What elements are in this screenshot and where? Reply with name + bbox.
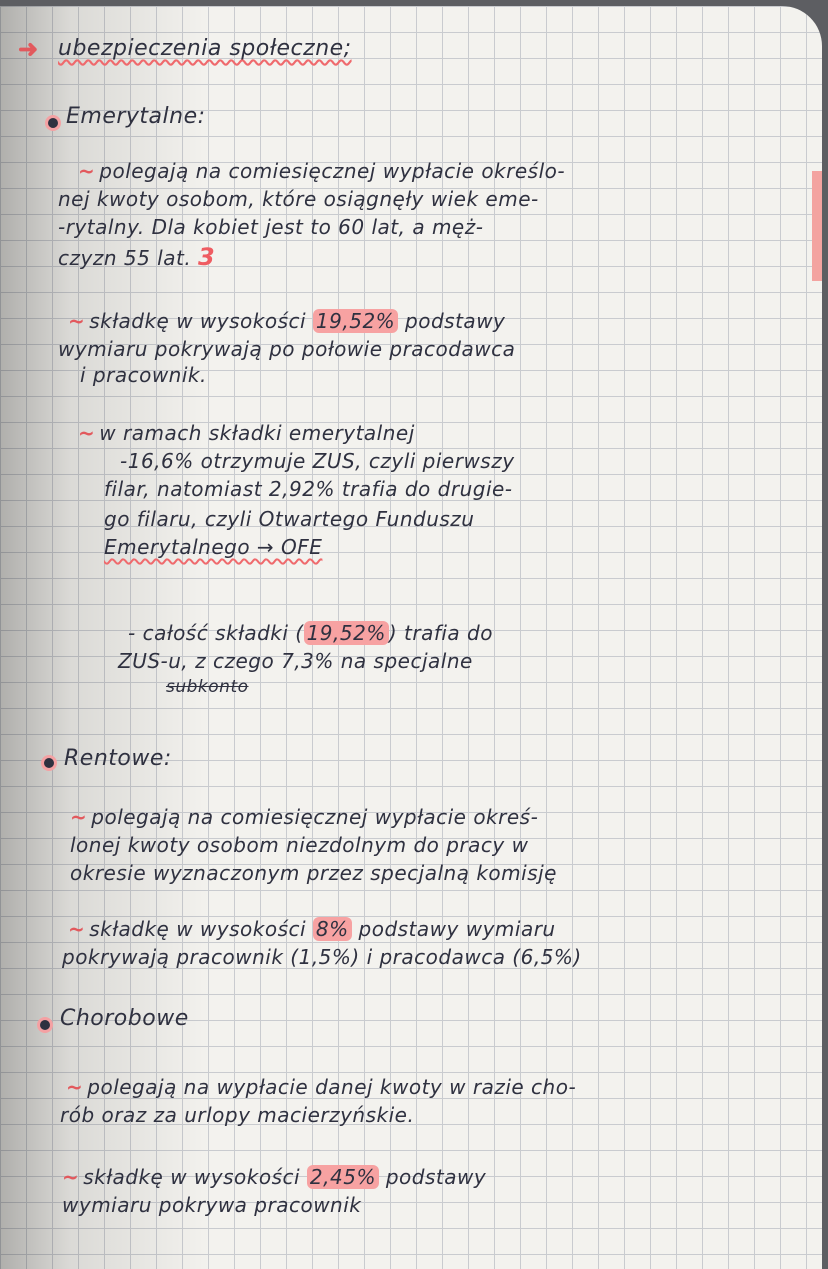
- note-line: wymiaru pokrywa pracownik: [62, 1193, 362, 1217]
- note-line: Emerytalnego → OFE: [104, 535, 323, 559]
- page-tab-marker: [812, 171, 822, 281]
- note-line: czyzn 55 lat. 3: [58, 243, 216, 271]
- note-line: -rytalny. Dla kobiet jest to 60 lat, a męż-: [58, 215, 484, 239]
- note-line: ZUS-u, z czego 7,3% na specjalne: [118, 649, 473, 673]
- note-line: ~ polegają na wypłacie danej kwoty w razie cho-: [66, 1075, 577, 1099]
- tilde-marker-icon: ~: [70, 805, 88, 829]
- section-heading-emerytalne: Emerytalne:: [66, 104, 206, 129]
- tilde-marker-icon: ~: [78, 159, 96, 183]
- highlighted-percentage: 19,52%: [313, 309, 398, 333]
- note-line: ~ składkę w wysokości 2,45% podstawy: [62, 1165, 487, 1189]
- tilde-marker-icon: ~: [68, 917, 86, 941]
- bullet-icon: [44, 758, 54, 768]
- note-line: ~ w ramach składki emerytalnej: [78, 421, 415, 445]
- tilde-marker-icon: ~: [66, 1075, 84, 1099]
- bullet-icon: [40, 1020, 50, 1030]
- note-line: okresie wyznaczonym przez specjalną komisję: [70, 861, 557, 885]
- note-line: rób oraz za urlopy macierzyńskie.: [60, 1103, 415, 1127]
- note-line: pokrywają pracownik (1,5%) i pracodawca (6,5%): [62, 945, 582, 969]
- note-line: ~ polegają na comiesięcznej wypłacie określo-: [78, 159, 566, 183]
- note-line: ~ składkę w wysokości 8% podstawy wymiaru: [68, 917, 556, 941]
- note-line: nej kwoty osobom, które osiągnęły wiek eme-: [58, 187, 539, 211]
- note-line: - całość składki ( 19,52% ) trafia do: [128, 621, 493, 645]
- tilde-marker-icon: ~: [78, 421, 96, 445]
- note-line: i pracownik.: [80, 363, 207, 387]
- arrow-icon: ➜: [18, 34, 39, 63]
- page-title: ubezpieczenia społeczne;: [58, 36, 352, 61]
- note-line: ~ składkę w wysokości 19,52% podstawy: [68, 309, 506, 333]
- note-line: -16,6% otrzymuje ZUS, czyli pierwszy: [120, 449, 515, 473]
- note-line: go filaru, czyli Otwartego Funduszu: [104, 507, 475, 531]
- tilde-marker-icon: ~: [68, 309, 86, 333]
- note-line: ~ polegają na comiesięcznej wypłacie okreś-: [70, 805, 539, 829]
- section-heading-rentowe: Rentowe:: [64, 746, 172, 771]
- note-line: filar, natomiast 2,92% trafia do drugie-: [104, 477, 513, 501]
- highlighted-percentage: 8%: [313, 917, 352, 941]
- highlighted-percentage: 2,45%: [307, 1165, 379, 1189]
- note-line: subkonto: [166, 677, 249, 697]
- bullet-icon: [48, 118, 58, 128]
- highlighted-percentage: 19,52%: [304, 621, 389, 645]
- section-heading-chorobowe: Chorobowe: [60, 1006, 189, 1031]
- notebook-page: [0, 6, 822, 1269]
- tilde-marker-icon: ~: [62, 1165, 80, 1189]
- pink-marker-number: 3: [198, 243, 216, 271]
- note-line: lonej kwoty osobom niezdolnym do pracy w: [70, 833, 529, 857]
- note-line: wymiaru pokrywają po połowie pracodawca: [58, 337, 516, 361]
